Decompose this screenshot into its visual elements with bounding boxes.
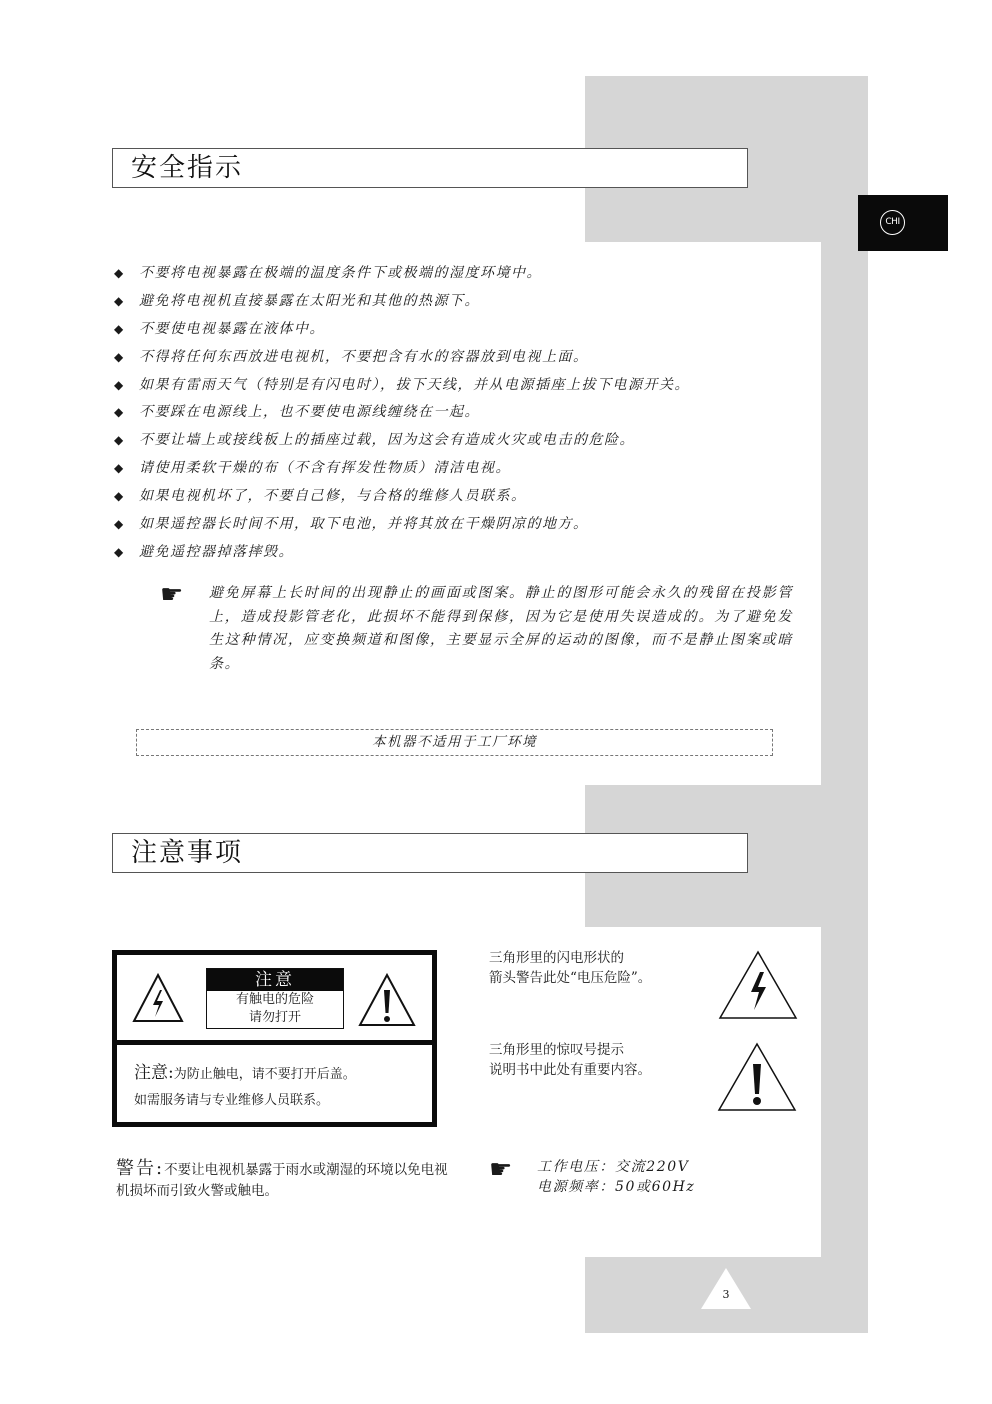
side-band-right [821, 76, 868, 1333]
language-tab [858, 195, 948, 251]
caution-heading: 注意 [207, 969, 343, 991]
diamond-bullet-icon: ◆ [114, 349, 125, 364]
caution-line-1: 有触电的危险 [235, 992, 314, 1007]
factory-notice: 本机器不适用于工厂环境 [136, 729, 773, 756]
voltage-spec: 工作电压：交流220V [537, 1159, 690, 1175]
list-item: ◆ 避免遥控器掉落摔毁。 [114, 541, 690, 569]
caution-text-2: 如需服务请与专业维修人员联系。 [134, 1093, 330, 1108]
diamond-bullet-icon: ◆ [114, 433, 125, 448]
list-item: ◆ 不要踩在电源线上，也不要使电源线缠绕在一起。 [114, 401, 690, 429]
caution-label [112, 950, 437, 1127]
list-item: ◆ 如果遥控器长时间不用，取下电池，并将其放在干燥阴凉的地方。 [114, 513, 690, 541]
diamond-bullet-icon: ◆ [114, 293, 125, 308]
lightning-explanation: 三角形里的闪电形状的 箭头警告此处“电压危险”。 [489, 950, 652, 986]
warning-text: 不要让电视机暴露于雨水或潮湿的环境以免电视机损坏而引致火警或触电。 [116, 1162, 448, 1199]
caution-header-box [206, 968, 344, 1029]
list-item: ◆ 如果有雷雨天气（特别是有闪电时），拔下天线，并从电源插座上拔下电源开关。 [114, 374, 690, 402]
list-item: ◆ 如果电视机坏了，不要自己修，与合格的维修人员联系。 [114, 485, 690, 513]
list-item: ◆ 请使用柔软干燥的布（不含有挥发性物质）清洁电视。 [114, 457, 690, 485]
lightning-triangle-icon [718, 950, 798, 1020]
list-item: ◆ 不要让墙上或接线板上的插座过载，因为这会有造成火灾或电击的危险。 [114, 429, 690, 457]
diamond-bullet-icon: ◆ [114, 321, 125, 336]
diamond-bullet-icon: ◆ [114, 517, 125, 532]
page-number: 3 [722, 1288, 730, 1301]
diamond-bullet-icon: ◆ [114, 461, 125, 476]
caution-divider [117, 1040, 432, 1045]
list-item: ◆ 不要将电视暴露在极端的温度条件下或极端的湿度环境中。 [114, 262, 690, 290]
section-title-safety: 安全指示 [112, 148, 748, 188]
exclamation-triangle-icon [357, 972, 417, 1028]
diamond-bullet-icon: ◆ [114, 489, 125, 504]
language-code: CHI [880, 210, 905, 235]
diamond-bullet-icon: ◆ [114, 544, 125, 559]
list-item: ◆ 避免将电视机直接暴露在太阳光和其他的热源下。 [114, 290, 690, 318]
safety-bullet-list [114, 262, 690, 569]
warning-paragraph [116, 1158, 461, 1202]
list-item: ◆ 不要使电视暴露在液体中。 [114, 318, 690, 346]
pointing-hand-icon: ☛ [489, 1155, 513, 1185]
caution-lead: 注意: [134, 1063, 174, 1083]
lightning-triangle-icon [132, 972, 184, 1024]
section-title-precautions: 注意事项 [112, 833, 748, 873]
pointing-hand-icon: ☛ [160, 580, 184, 610]
exclamation-explanation: 三角形里的惊叹号提示 说明书中此处有重要内容。 [489, 1042, 651, 1078]
diamond-bullet-icon: ◆ [114, 266, 125, 280]
diamond-bullet-icon: ◆ [114, 405, 125, 420]
diamond-bullet-icon: ◆ [114, 377, 125, 392]
power-spec-lines [537, 1158, 695, 1197]
note-text: 避免屏幕上长时间的出现静止的画面或图案。静止的图形可能会永久的残留在投影管上，造成投影管老化，此损坏不能得到保修，因为它是使用失误造成的。为了避免发生这种情况，应变换频道和图像，主要显示全屏的运动的图像，而不是静止图案或暗条。 [209, 585, 793, 672]
exclamation-triangle-icon [717, 1042, 797, 1112]
frequency-spec: 电源频率：50或60Hz [537, 1178, 696, 1195]
caution-instructions [134, 1060, 356, 1114]
list-item: ◆ 不得将任何东西放进电视机，不要把含有水的容器放到电视上面。 [114, 346, 690, 374]
warning-lead: 警告: [116, 1158, 165, 1179]
caution-line-2: 请勿打开 [248, 1010, 301, 1025]
caution-text-1: 为防止触电，请不要打开后盖。 [173, 1067, 356, 1082]
